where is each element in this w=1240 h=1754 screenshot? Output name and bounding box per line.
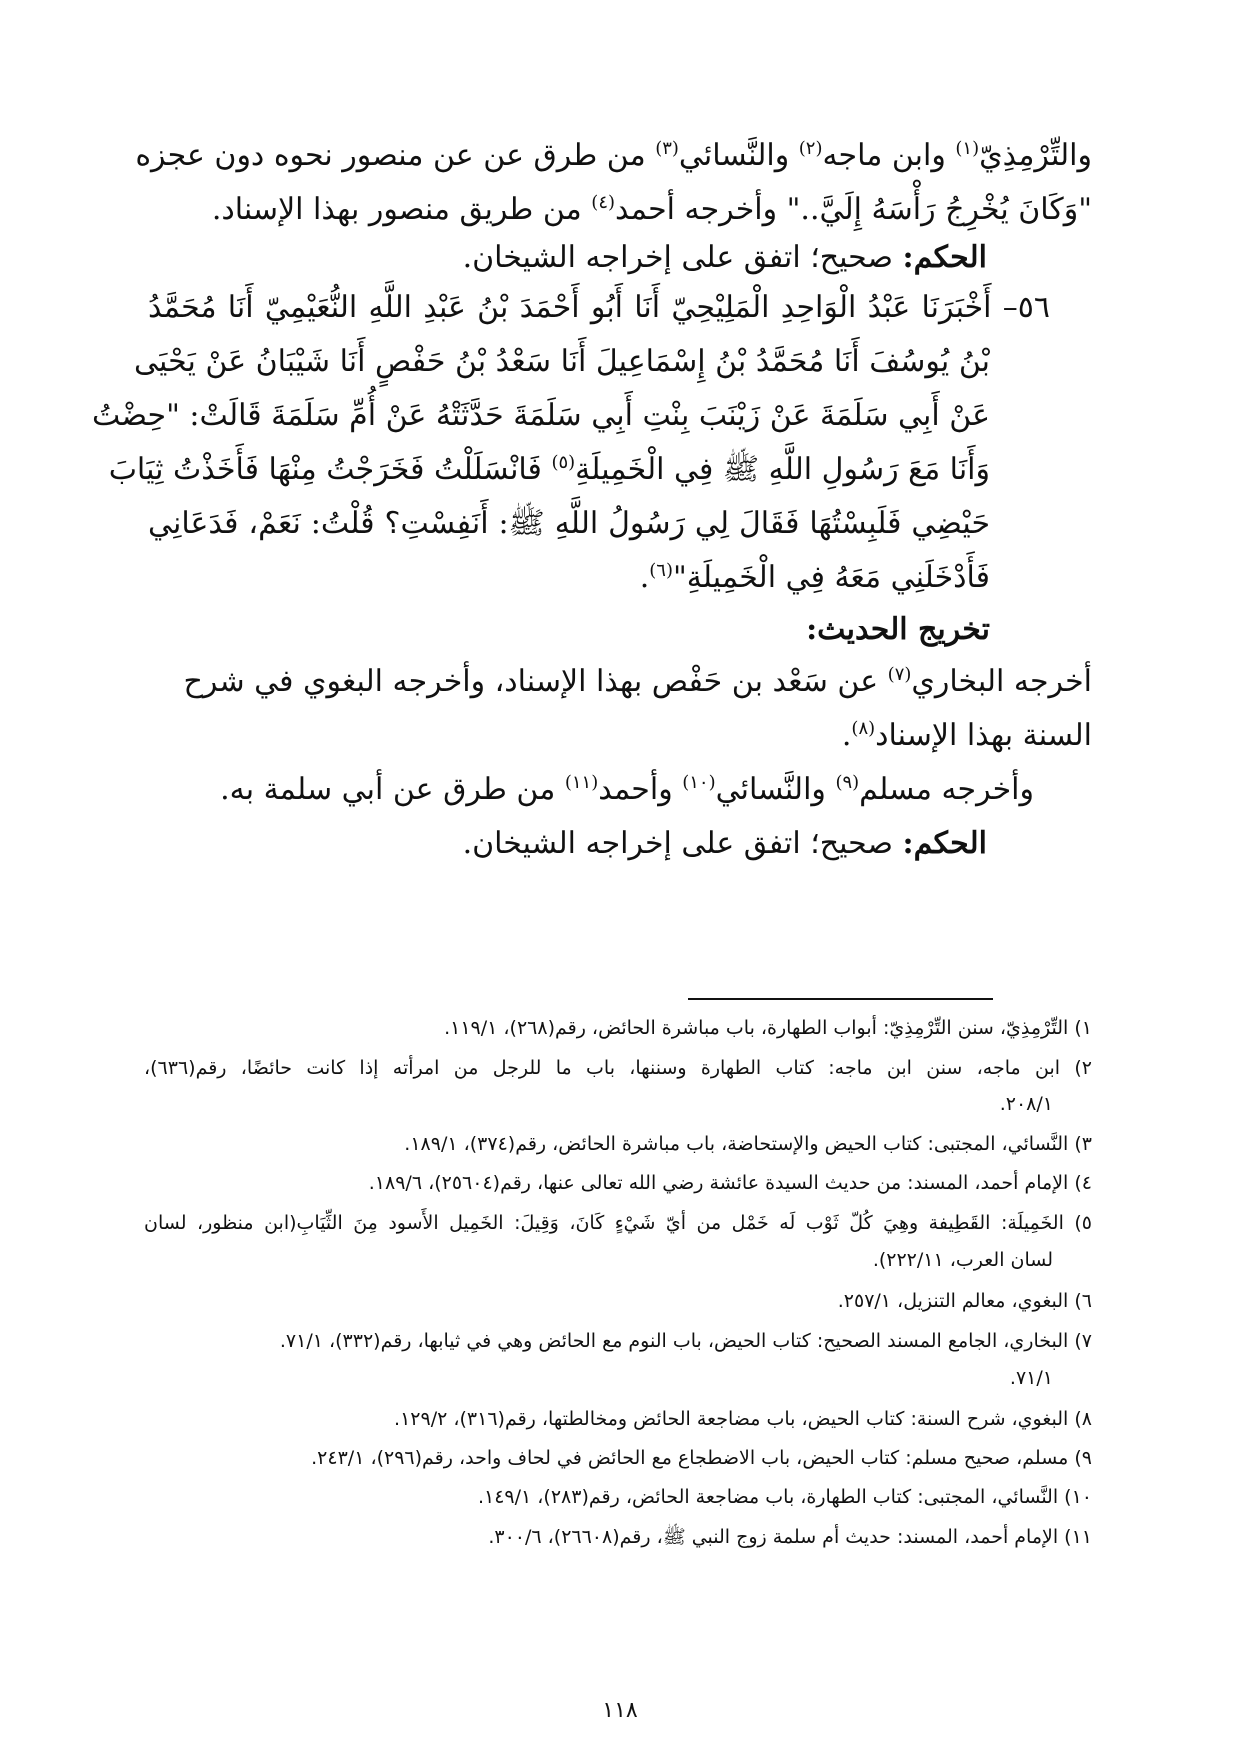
footnote-text: ٥) الخَمِيلَة: القَطِيفة وهِيَ كُلّ ثَوْب لَه خَمْل من أيّ شَيْءٍ كَانَ، وَقِيلَ: الخَمِيل الأَسود مِنَ الثِّيَابِ(ابن منظور، لسان <box>144 1212 1092 1234</box>
footnote-9 <box>311 1447 1092 1470</box>
hadith-line-6 <box>640 560 990 596</box>
footnote-separator <box>688 998 993 1000</box>
footnote-4 <box>369 1172 1092 1195</box>
footnote-ref[interactable]: (٤) <box>591 192 616 213</box>
footnote-ref[interactable]: (٦) <box>649 560 673 581</box>
footnote-ref[interactable]: (٣) <box>655 138 679 159</box>
footnote-1 <box>444 1017 1092 1040</box>
footnote-text: ١١) الإمام أحمد، المسند: حديث أم سلمة زوج النبي ﷺ، رقم(٢٦٦٠٨)، ٣٠٠/٦. <box>488 1526 1092 1548</box>
ruling-text: صحيح؛ اتفق على إخراجه الشيخان. <box>462 240 903 275</box>
footnote-text: ١٠) النَّسائي، المجتبى: كتاب الطهارة، باب مضاجعة الحائض، رقم(٢٨٣)، ١٤٩/١. <box>477 1486 1092 1508</box>
ruling-text: صحيح؛ اتفق على إخراجه الشيخان. <box>462 826 903 861</box>
footnote-ref[interactable]: (١) <box>955 138 980 159</box>
footnote-2-cont <box>1000 1093 1053 1116</box>
footnote-ref[interactable]: (٩) <box>835 772 860 793</box>
ruling-line-2 <box>463 826 987 862</box>
body-line-1 <box>135 138 1092 174</box>
body-line-2 <box>212 192 1092 228</box>
hadith-line-5 <box>148 506 990 542</box>
footnote-text: لسان العرب، ٢٢٢/١١). <box>872 1249 1053 1271</box>
footnote-text: ٢٠٨/١. <box>999 1093 1053 1115</box>
footnote-2 <box>144 1057 1092 1080</box>
text: "وَكَانَ يُخْرِجُ رَأْسَهُ إِلَيَّ.." وأخرجه أحمد <box>615 192 1092 227</box>
text: وأخرجه مسلم <box>859 772 1034 807</box>
footnote-ref[interactable]: (٥) <box>551 452 576 473</box>
text: من طرق عن عن منصور نحوه دون عجزه <box>135 138 656 173</box>
text: والنَّسائي <box>678 138 799 173</box>
hadith-line-3 <box>92 398 990 434</box>
takhrij-line-3 <box>220 772 1034 808</box>
footnote-text: ٨) البغوي، شرح السنة: كتاب الحيض، باب مضاجعة الحائض ومخالطتها، رقم(٣١٦)، ١٢٩/٢. <box>394 1408 1092 1430</box>
text: فَأَدْخَلَنِي مَعَهُ فِي الْخَمِيلَةِ" <box>672 560 990 595</box>
text: من طريق منصور بهذا الإسناد. <box>211 192 592 227</box>
text: وَأَنَا مَعَ رَسُولِ اللَّهِ ﷺ فِي الْخَمِيلَةِ <box>575 452 990 487</box>
footnote-5 <box>144 1212 1092 1235</box>
footnote-6 <box>838 1290 1092 1313</box>
footnote-text: ٣) النَّسائي، المجتبى: كتاب الحيض والإستحاضة، باب مباشرة الحائض، رقم(٣٧٤)، ١٨٩/١. <box>404 1133 1092 1155</box>
text: حَيْضِي فَلَبِسْتُهَا فَقَالَ لِي رَسُولُ اللَّهِ ﷺ: أَنَفِسْتِ؟ قُلْتُ: نَعَمْ، فَدَعَانِي <box>148 506 990 541</box>
footnote-text: ٩) مسلم، صحيح مسلم: كتاب الحيض، باب الاضطجاع مع الحائض في لحاف واحد، رقم(٢٩٦)، ٢٤٣/١. <box>311 1447 1092 1469</box>
footnote-text: ٧١/١. <box>1009 1367 1053 1389</box>
footnote-3 <box>404 1133 1092 1156</box>
text: بْنُ يُوسُفَ أَنَا مُحَمَّدُ بْنُ إِسْمَاعِيلَ أَنَا سَعْدُ بْنُ حَفْصٍ أَنَا شَيْبَانُ عَنْ يَحْيَى <box>134 344 990 379</box>
page-number: ١١٨ <box>602 1698 638 1723</box>
hadith-line-1 <box>148 290 1050 326</box>
text: السنة بهذا الإسناد <box>875 718 1092 753</box>
text: فَانْسَلَلْتُ فَخَرَجْتُ مِنْهَا فَأَخَذْتُ ثِيَابَ <box>108 452 552 487</box>
text: وأحمد <box>598 772 683 807</box>
hadith-line-2 <box>134 344 990 380</box>
footnote-ref[interactable]: (٢) <box>798 138 823 159</box>
footnote-text: ٢) ابن ماجه، سنن ابن ماجه: كتاب الطهارة وسننها، باب ما للرجل من امرأته إذا كانت حائضًا، رقم(٦٣٦)، <box>144 1057 1092 1079</box>
footnote-7 <box>280 1330 1092 1353</box>
takhrij-line-1 <box>183 664 1092 700</box>
ruling-label: الحكم: <box>902 240 987 275</box>
text: من طرق عن أبي سلمة به. <box>220 772 565 807</box>
footnote-7-cont <box>1010 1367 1053 1390</box>
footnote-5-cont <box>873 1249 1053 1272</box>
footnote-text: ٤) الإمام أحمد، المسند: من حديث السيدة عائشة رضي الله تعالى عنها، رقم(٢٥٦٠٤)، ١٨٩/٦. <box>368 1172 1092 1194</box>
footnote-11 <box>488 1526 1092 1549</box>
hadith-line-4 <box>108 452 990 488</box>
section-heading <box>806 612 990 648</box>
footnote-text: ٧) البخاري، الجامع المسند الصحيح: كتاب الحيض، باب النوم مع الحائض وهي في ثيابها، رقم(٣٣٢)، ٧١/١. <box>279 1330 1092 1352</box>
footnote-10 <box>478 1486 1092 1509</box>
footnote-text: ٦) البغوي، معالم التنزيل، ٢٥٧/١. <box>837 1290 1092 1312</box>
footnote-ref[interactable]: (١١) <box>564 772 599 793</box>
footnote-ref[interactable]: (٨) <box>851 718 876 739</box>
text: وابن ماجه <box>822 138 956 173</box>
footnote-text: ١) التِّرْمِذِيّ، سنن التِّرْمِذِيّ: أبواب الطهارة، باب مباشرة الحائض، رقم(٢٦٨)، ١١٩/١. <box>444 1017 1092 1039</box>
text: عَنْ أَبِي سَلَمَةَ عَنْ زَيْنَبَ بِنْتِ أَبِي سَلَمَةَ حَدَّثَتْهُ عَنْ أُمِّ سَلَمَةَ قَالَتْ: "حِضْتُ <box>92 398 990 433</box>
text: . <box>639 560 650 595</box>
ruling-label: الحكم: <box>902 826 987 861</box>
text: والنَّسائي <box>715 772 836 807</box>
text: عن سَعْد بن حَفْص بهذا الإسناد، وأخرجه البغوي في شرح <box>183 664 888 699</box>
footnote-8 <box>394 1408 1092 1431</box>
text: أخرجه البخاري <box>911 664 1092 699</box>
text: ٥٦– أَخْبَرَنَا عَبْدُ الْوَاحِدِ الْمَلِيْحِيّ أَنَا أَبُو أَحْمَدَ بْنُ عَبْدِ اللَّهِ النُّعَيْمِيّ أَنَا مُحَمَّدُ <box>148 290 1050 325</box>
heading-text: تخريج الحديث: <box>806 612 990 647</box>
takhrij-line-2 <box>842 718 1092 754</box>
footnote-ref[interactable]: (٧) <box>887 664 912 685</box>
text: والتِّرْمِذِيّ <box>979 138 1092 173</box>
footnote-ref[interactable]: (١٠) <box>682 772 716 793</box>
ruling-line-1 <box>463 240 987 276</box>
text: . <box>841 718 852 753</box>
